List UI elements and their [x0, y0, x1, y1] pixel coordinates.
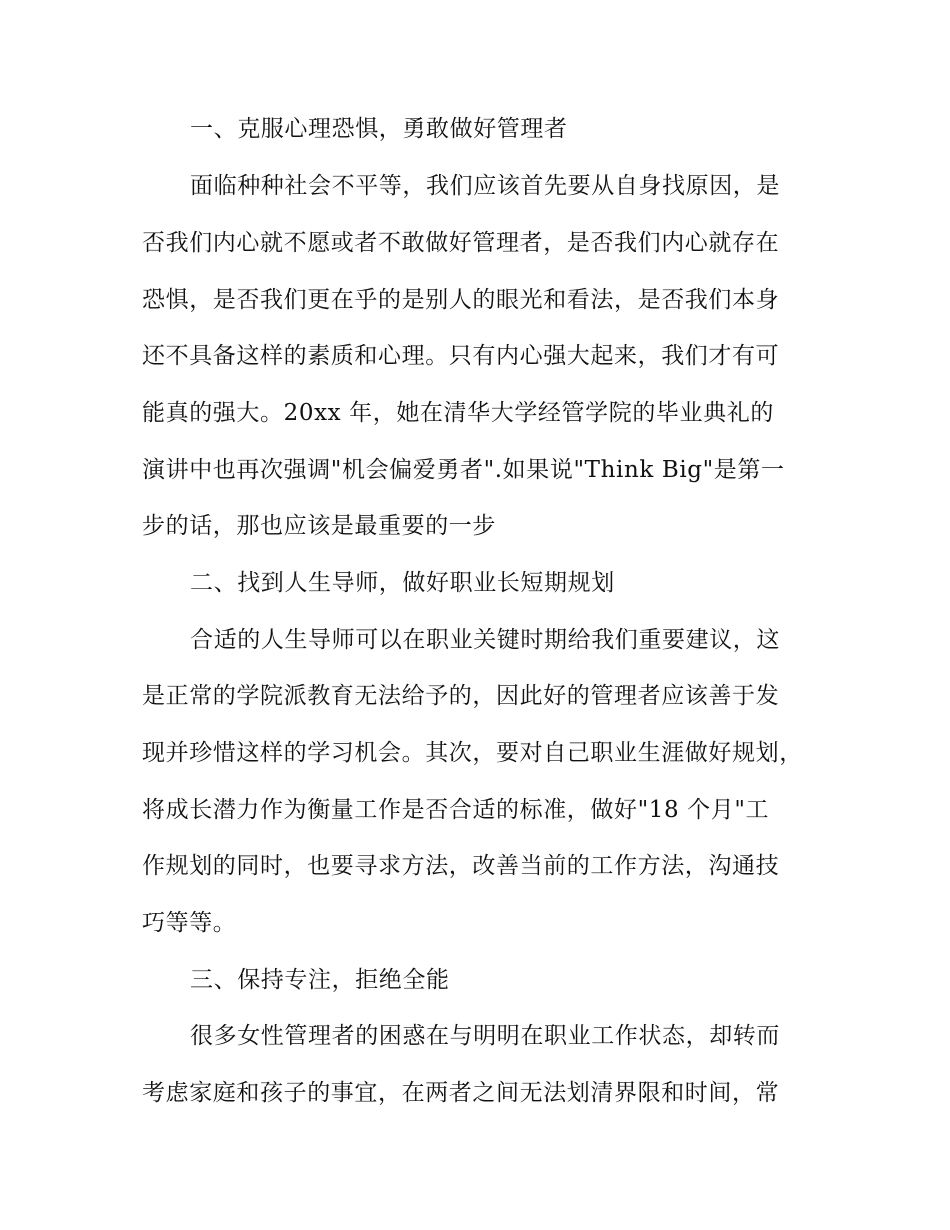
paragraph-line: 作规划的同时，也要寻求方法，改善当前的工作方法，沟通技 [142, 853, 780, 879]
paragraph-line: 恐惧，是否我们更在乎的是别人的眼光和看法，是否我们本身 [142, 287, 780, 313]
paragraph-line: 将成长潜力作为衡量工作是否合适的标准，做好"18 个月"工 [142, 797, 770, 823]
paragraph-line: 现并珍惜这样的学习机会。其次，要对自己职业生涯做好规划， [142, 740, 803, 766]
paragraph-line: 能真的强大。20xx 年，她在清华大学经管学院的毕业典礼的 [142, 400, 774, 426]
section-heading-1: 一、克服心理恐惧，勇敢做好管理者 [190, 116, 568, 142]
paragraph-line: 考虑家庭和孩子的事宜，在两者之间无法划清界限和时间，常 [142, 1080, 780, 1106]
paragraph-line: 合适的人生导师可以在职业关键时期给我们重要建议，这 [190, 627, 780, 653]
section-heading-3: 三、保持专注，拒绝全能 [190, 967, 450, 993]
paragraph-line: 还不具备这样的素质和心理。只有内心强大起来，我们才有可 [142, 343, 780, 369]
paragraph-line: 步的话，那也应该是最重要的一步 [142, 513, 496, 539]
paragraph-line: 巧等等。 [142, 910, 237, 936]
paragraph-line: 否我们内心就不愿或者不敢做好管理者，是否我们内心就存在 [142, 230, 780, 256]
paragraph-line: 是正常的学院派教育无法给予的，因此好的管理者应该善于发 [142, 683, 780, 709]
paragraph-line: 演讲中也再次强调"机会偏爱勇者".如果说"Think Big"是第一 [142, 457, 785, 483]
paragraph-line: 面临种种社会不平等，我们应该首先要从自身找原因，是 [190, 173, 780, 199]
paragraph-line: 很多女性管理者的困惑在与明明在职业工作状态，却转而 [190, 1023, 780, 1049]
section-heading-2: 二、找到人生导师，做好职业长短期规划 [190, 570, 615, 596]
